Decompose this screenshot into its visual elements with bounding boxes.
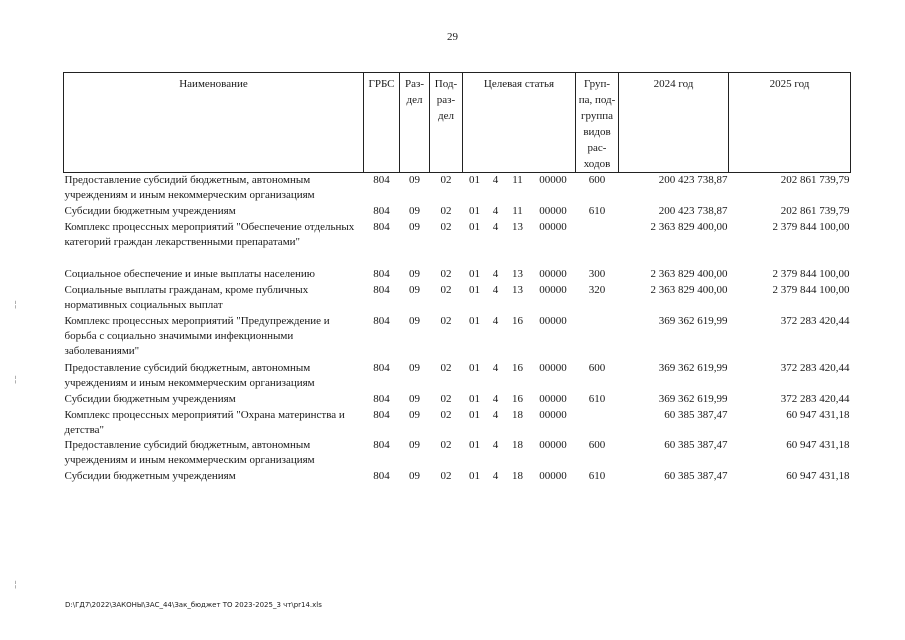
row-name: Комплекс процессных мероприятий "Охрана материнства и детства"	[64, 409, 345, 436]
row-grbs: 804	[373, 205, 390, 217]
table-row	[64, 220, 851, 267]
row-amount-2024: 200 423 738,87	[658, 174, 728, 186]
table-row	[64, 392, 851, 408]
row-amount-2024: 369 362 619,99	[658, 393, 728, 405]
row-razdel: 09	[409, 315, 420, 327]
scan-mark: ¦	[14, 580, 18, 590]
row-grbs: 804	[373, 362, 390, 374]
row-expense-type	[576, 314, 619, 361]
row-target-type: 4	[492, 174, 499, 186]
row-target-direction: 00000	[539, 409, 567, 421]
row-podrazdel: 02	[440, 284, 452, 296]
row-target-program: 01	[469, 315, 480, 327]
row-grbs: 804	[373, 221, 390, 233]
row-target-subprogram: 11	[512, 205, 523, 217]
row-target-type: 4	[492, 409, 499, 421]
row-razdel: 09	[409, 284, 420, 296]
row-target-subprogram: 16	[512, 315, 523, 327]
row-expense-type: 610	[588, 470, 606, 482]
row-name: Комплекс процессных мероприятий "Обеспечение отдельных категорий граждан лекарственными препаратами"	[64, 221, 355, 248]
row-target-type: 4	[492, 284, 499, 296]
row-target-program: 01	[469, 284, 480, 296]
row-razdel: 09	[409, 409, 420, 421]
row-target-program: 01	[469, 174, 480, 186]
row-amount-2024: 60 385 387,47	[664, 409, 728, 421]
row-razdel: 09	[409, 439, 420, 451]
row-grbs: 804	[373, 470, 390, 482]
row-amount-2025: 372 283 420,44	[780, 315, 850, 327]
header-2025: 2025 год	[729, 73, 851, 173]
row-target-direction: 00000	[539, 221, 567, 233]
row-expense-type: 300	[588, 268, 606, 280]
row-target-direction: 00000	[539, 174, 567, 186]
row-expense-type: 610	[588, 393, 606, 405]
row-target-type: 4	[492, 268, 499, 280]
row-expense-type: 600	[588, 362, 606, 374]
row-razdel: 09	[409, 221, 420, 233]
row-name: Комплекс процессных мероприятий "Предупреждение и борьба с социально значимыми инфекционными заболеваниями"	[64, 315, 330, 357]
row-amount-2025: 202 861 739,79	[780, 174, 850, 186]
row-grbs: 804	[373, 409, 390, 421]
row-amount-2025: 2 379 844 100,00	[772, 268, 850, 280]
row-expense-type: 320	[588, 284, 606, 296]
table-row	[64, 283, 851, 314]
row-expense-type: 610	[588, 205, 606, 217]
row-expense-type: 600	[588, 174, 606, 186]
row-target-subprogram: 18	[512, 409, 523, 421]
row-razdel: 09	[409, 205, 420, 217]
row-podrazdel: 02	[440, 439, 452, 451]
row-target-subprogram: 13	[512, 284, 523, 296]
row-target-direction: 00000	[539, 439, 567, 451]
row-grbs: 804	[373, 268, 390, 280]
row-amount-2025: 60 947 431,18	[786, 439, 850, 451]
row-razdel: 09	[409, 393, 420, 405]
row-target-direction: 00000	[539, 315, 567, 327]
row-amount-2025: 372 283 420,44	[780, 393, 850, 405]
row-name: Предоставление субсидий бюджетным, автономным учреждениям и иным некоммерческим организациям	[64, 439, 315, 466]
row-target-program: 01	[469, 470, 480, 482]
budget-table	[63, 72, 851, 485]
row-target-direction: 00000	[539, 362, 567, 374]
row-podrazdel: 02	[440, 268, 452, 280]
row-name: Предоставление субсидий бюджетным, автономным учреждениям и иным некоммерческим организациям	[64, 174, 315, 201]
row-amount-2025: 202 861 739,79	[780, 205, 850, 217]
row-grbs: 804	[373, 439, 390, 451]
row-podrazdel: 02	[440, 409, 452, 421]
row-amount-2024: 2 363 829 400,00	[650, 284, 728, 296]
row-target-type: 4	[492, 315, 499, 327]
row-target-subprogram: 13	[512, 221, 523, 233]
row-podrazdel: 02	[440, 315, 452, 327]
row-amount-2025: 60 947 431,18	[786, 470, 850, 482]
row-target-program: 01	[469, 362, 480, 374]
row-target-direction: 00000	[539, 393, 567, 405]
file-path: D:\ГД7\2022\ЗАКОНЫ\ЗАС_44\Зак_бюджет ТО 2023-2025_3 чт\pr14.xls	[65, 601, 322, 609]
header-podrazdel: Под- раз- дел	[430, 73, 463, 173]
page-number: 29	[447, 31, 458, 43]
row-target-type: 4	[492, 470, 499, 482]
row-name: Субсидии бюджетным учреждениям	[64, 393, 236, 405]
row-target-program: 01	[469, 439, 480, 451]
row-name: Социальные выплаты гражданам, кроме публичных нормативных социальных выплат	[64, 284, 309, 311]
header-razdel: Раз- дел	[400, 73, 430, 173]
table-row	[64, 204, 851, 220]
row-podrazdel: 02	[440, 174, 452, 186]
row-target-subprogram: 18	[512, 470, 523, 482]
row-target-type: 4	[492, 221, 499, 233]
header-2024: 2024 год	[619, 73, 729, 173]
header-target: Целевая статья	[463, 73, 576, 173]
row-podrazdel: 02	[440, 470, 452, 482]
row-target-program: 01	[469, 409, 480, 421]
row-target-program: 01	[469, 221, 480, 233]
row-name: Субсидии бюджетным учреждениям	[64, 205, 236, 217]
row-expense-type	[576, 220, 619, 267]
row-amount-2024: 200 423 738,87	[658, 205, 728, 217]
row-amount-2024: 60 385 387,47	[664, 470, 728, 482]
table-row	[64, 314, 851, 361]
row-target-program: 01	[469, 393, 480, 405]
table-row	[64, 173, 851, 205]
row-amount-2025: 60 947 431,18	[786, 409, 850, 421]
row-podrazdel: 02	[440, 221, 452, 233]
row-name: Субсидии бюджетным учреждениям	[64, 470, 236, 482]
row-target-subprogram: 13	[512, 268, 523, 280]
scan-mark: ¦	[14, 300, 18, 310]
row-target-direction: 00000	[539, 284, 567, 296]
row-amount-2025: 2 379 844 100,00	[772, 284, 850, 296]
row-grbs: 804	[373, 393, 390, 405]
row-amount-2025: 2 379 844 100,00	[772, 221, 850, 233]
table-row	[64, 267, 851, 283]
row-amount-2024: 369 362 619,99	[658, 362, 728, 374]
row-target-type: 4	[492, 393, 499, 405]
row-grbs: 804	[373, 284, 390, 296]
row-amount-2024: 2 363 829 400,00	[650, 221, 728, 233]
row-expense-type	[576, 408, 619, 438]
row-target-subprogram: 16	[512, 393, 523, 405]
row-name: Социальное обеспечение и иные выплаты населению	[64, 268, 316, 280]
row-razdel: 09	[409, 362, 420, 374]
row-target-subprogram: 16	[512, 362, 523, 374]
scan-mark: ¦	[14, 375, 18, 385]
row-amount-2024: 369 362 619,99	[658, 315, 728, 327]
row-razdel: 09	[409, 268, 420, 280]
row-target-type: 4	[492, 439, 499, 451]
row-target-program: 01	[469, 268, 480, 280]
row-target-subprogram: 18	[512, 439, 523, 451]
row-podrazdel: 02	[440, 205, 452, 217]
row-name: Предоставление субсидий бюджетным, автономным учреждениям и иным некоммерческим организациям	[64, 362, 315, 389]
header-grbs: ГРБС	[364, 73, 400, 173]
table-row	[64, 361, 851, 392]
row-target-subprogram: 11	[512, 174, 523, 186]
row-target-program: 01	[469, 205, 480, 217]
row-razdel: 09	[409, 174, 420, 186]
table-row	[64, 408, 851, 438]
header-group: Груп- па, под- группа видов рас- ходов	[576, 73, 619, 173]
header-row	[64, 73, 851, 173]
row-podrazdel: 02	[440, 362, 452, 374]
row-razdel: 09	[409, 470, 420, 482]
row-amount-2024: 60 385 387,47	[664, 439, 728, 451]
row-grbs: 804	[373, 174, 390, 186]
row-target-type: 4	[492, 362, 499, 374]
row-target-direction: 00000	[539, 205, 567, 217]
row-amount-2024: 2 363 829 400,00	[650, 268, 728, 280]
row-target-direction: 00000	[539, 470, 567, 482]
row-target-direction: 00000	[539, 268, 567, 280]
header-name: Наименование	[64, 73, 364, 173]
row-podrazdel: 02	[440, 393, 452, 405]
table-row	[64, 469, 851, 485]
table-row	[64, 438, 851, 469]
row-target-type: 4	[492, 205, 499, 217]
row-amount-2025: 372 283 420,44	[780, 362, 850, 374]
row-expense-type: 600	[588, 439, 606, 451]
row-grbs: 804	[373, 315, 390, 327]
